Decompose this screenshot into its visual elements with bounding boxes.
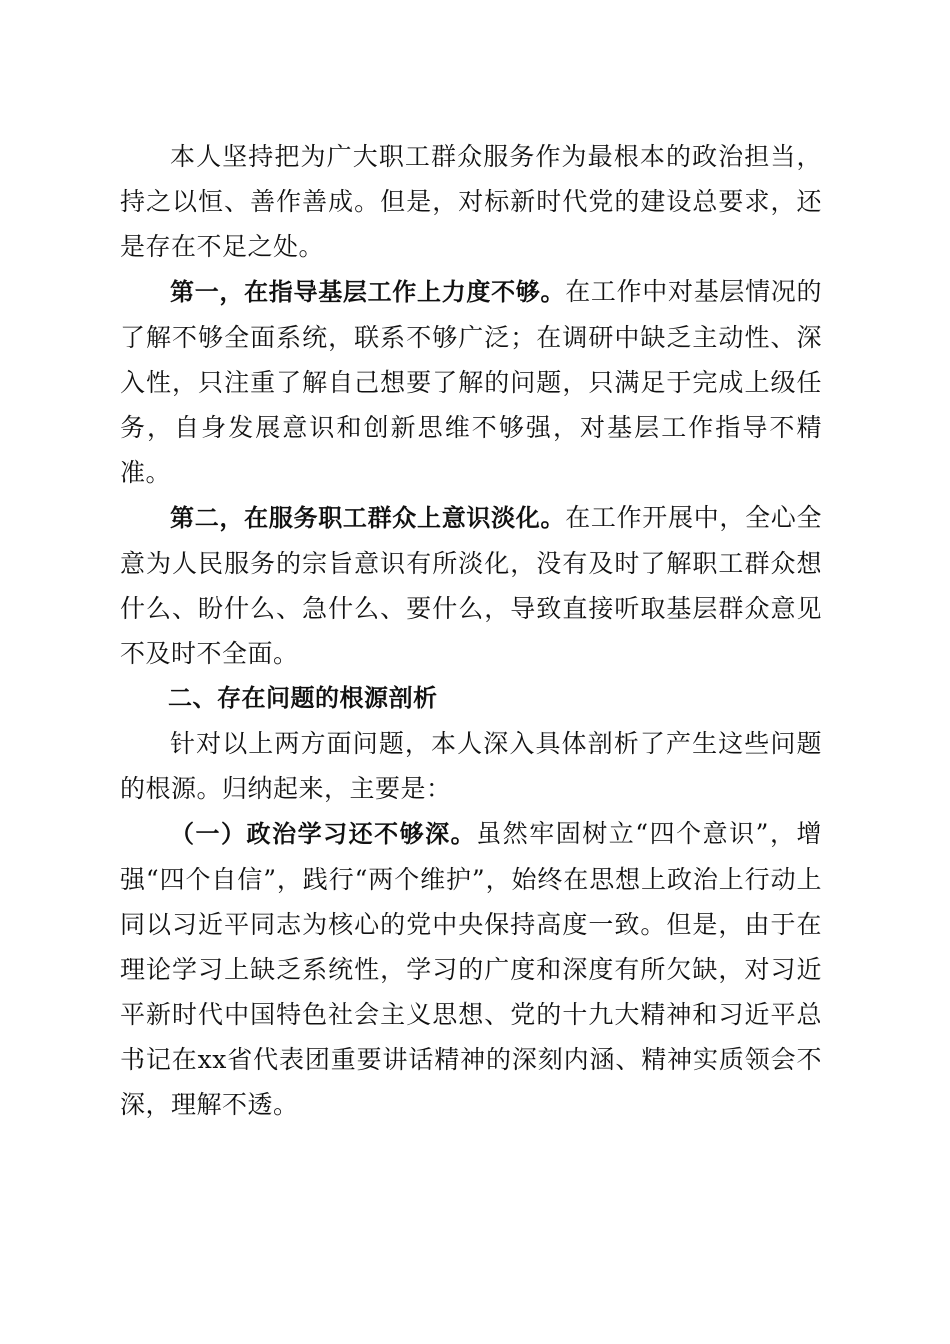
cause-one-lead: （一）政治学习还不够深。 xyxy=(170,820,477,848)
point-one-paragraph xyxy=(120,269,822,495)
point-one-body: 在工作中对基层情况的了解不够全面系统，联系不够广泛；在调研中缺乏主动性、深入性，只注重了解自己想要了解的问题，只满足于完成上级任务，自身发展意识和创新思维不够强，对基层工作指导不精准。 xyxy=(120,277,822,487)
point-two-paragraph xyxy=(120,495,822,676)
point-two-lead: 第二，在服务职工群众上意识淡化。 xyxy=(170,504,566,532)
section-two-intro: 针对以上两方面问题，本人深入具体剖析了产生这些问题的根源。归纳起来，主要是： xyxy=(120,729,822,803)
cause-one-body: 虽然牢固树立“四个意识”，增强“四个自信”，践行“两个维护”，始终在思想上政治上行动上同以习近平同志为核心的党中央保持高度一致。但是，由于在理论学习上缺乏系统性，学习的广度和深度有所欠缺，对习近平新时代中国特色社会主义思想、党的十九大精神和习近平总书记在xx省代表团重要讲话精神的深刻内涵、精神实质领会不深，理解不透。 xyxy=(120,819,822,1119)
cause-one-paragraph xyxy=(120,811,822,1127)
document-page xyxy=(120,134,822,1127)
point-two-body: 在工作开展中，全心全意为人民服务的宗旨意识有所淡化，没有及时了解职工群众想什么、盼什么、急什么、要什么，导致直接听取基层群众意见不及时不全面。 xyxy=(120,503,822,668)
point-one-lead: 第一，在指导基层工作上力度不够。 xyxy=(170,278,566,306)
intro-paragraph: 本人坚持把为广大职工群众服务作为最根本的政治担当，持之以恒、善作善成。但是，对标新时代党的建设总要求，还是存在不足之处。 xyxy=(120,142,822,261)
section-two-heading: 二、存在问题的根源剖析 xyxy=(168,684,438,712)
